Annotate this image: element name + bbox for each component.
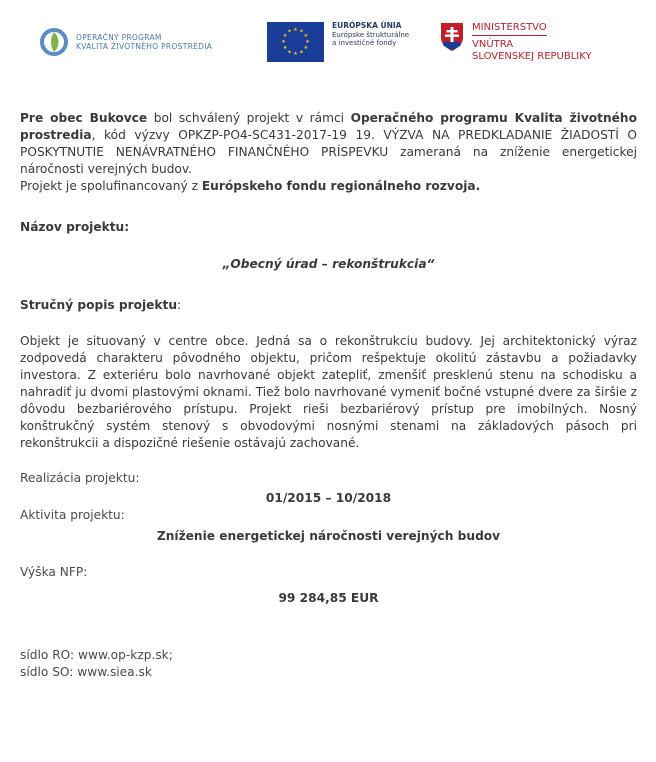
project-name-label: Názov projektu:: [20, 220, 130, 234]
nfp-value: 99 284,85 EUR: [278, 591, 379, 605]
municipality-name: Pre obec Bukovce: [20, 111, 148, 125]
svg-text:★: ★: [281, 39, 286, 45]
logo-header: [0, 0, 656, 90]
description-label: [20, 297, 637, 314]
svg-text:★: ★: [293, 27, 298, 33]
svg-text:★: ★: [299, 49, 304, 56]
ministry-line3: SLOVENSKEJ REPUBLIKY: [472, 51, 592, 62]
eu-title: EURÓPSKA ÚNIA: [332, 21, 402, 30]
cofinancing-line: [20, 178, 637, 195]
nfp-label: Výška NFP:: [20, 565, 88, 579]
description-label-text: Stručný popis projektu: [20, 298, 178, 312]
realization-value: 01/2015 – 10/2018: [265, 491, 392, 505]
footer-so: sídlo SO: www.siea.sk: [20, 665, 152, 679]
slovak-coat-of-arms-icon: [440, 22, 464, 52]
op-logo-line2: KVALITA ŽIVOTNÉHO PROSTREDIA: [76, 42, 213, 51]
description-paragraph: Objekt je situovaný v centre obce. Jedná sa o rekonštrukciu budovy. Jej architektonický výraz zodpovedá charakteru pôvodného objektu, pričom rešpektuje okolitú zástavbu a požiadavky investora. Z exteriéru bolo navrhované objekt zatepliť, zmenšiť presklenú stenu na schodisku a nahradiť ju dvomi plastovými oknami. Tiež bolo navrhované vymeniť bočné vstupné dvere za širšie z dôvodu bezbariérového prístupu. Projekt rieši bezbariérový prístup pre imobilných. Nosný konštrukčný systém stenový s obvodovými nosnými stenami na základových pásoch pri rekonštrukcii a dispozičné riešenie ostávajú zachované.: [20, 334, 637, 450]
fund-name: Európskeho fondu regionálneho rozvoja.: [201, 179, 481, 193]
eu-line3: a investičné fondy: [332, 39, 397, 47]
cofinancing-text: Projekt je spolufinancovaný z: [20, 179, 202, 193]
call-code-text: , kód výzvy OPKZP-PO4-SC431-2017-19 19. VÝZVA NA PREDKLADANIE ŽIADOSTÍ O POSKYTNUTIE NENÁVRATNÉHO FINANČNÉHO PRÍSPEVKU zameraná na zníženie energetickej náročnosti verejných budov.: [20, 128, 637, 176]
op-logo-line1: OPERAČNÝ PROGRAM: [76, 33, 162, 42]
svg-text:★: ★: [305, 39, 310, 45]
activity-value: Zníženie energetickej náročnosti verejných budov: [156, 529, 501, 543]
svg-text:★: ★: [287, 28, 292, 35]
ministry-line1: MINISTERSTVO: [472, 22, 547, 36]
ministry-logo: [440, 22, 592, 63]
svg-text:★: ★: [303, 33, 309, 39]
program-name: Operačného programu Kvalita životného prostredia: [20, 111, 637, 142]
svg-text:★: ★: [293, 51, 298, 57]
eu-line2: Európske štrukturálne: [332, 30, 410, 39]
intro-text-1: bol schválený projekt v rámci: [147, 111, 351, 125]
document-body: [20, 110, 637, 681]
activity-label: Aktivita projektu:: [20, 508, 125, 522]
ministry-line2: VNÚTRA: [472, 39, 514, 50]
op-kzp-leaf-icon: [40, 28, 68, 56]
footer-ro: sídlo RO: www.op-kzp.sk;: [20, 648, 173, 662]
intro-paragraph: [20, 110, 637, 178]
description-label-colon: :: [177, 298, 182, 312]
svg-text:★: ★: [282, 33, 288, 39]
svg-text:★: ★: [282, 45, 288, 51]
eu-logo: [267, 22, 409, 62]
op-kzp-logo: [40, 28, 212, 56]
realization-label: Realizácia projektu:: [20, 471, 140, 485]
project-name: „Obecný úrad – rekonštrukcia“: [222, 257, 435, 271]
svg-text:★: ★: [303, 45, 309, 51]
svg-text:★: ★: [287, 49, 292, 56]
eu-flag-icon: [267, 22, 324, 62]
svg-text:★: ★: [299, 28, 304, 35]
